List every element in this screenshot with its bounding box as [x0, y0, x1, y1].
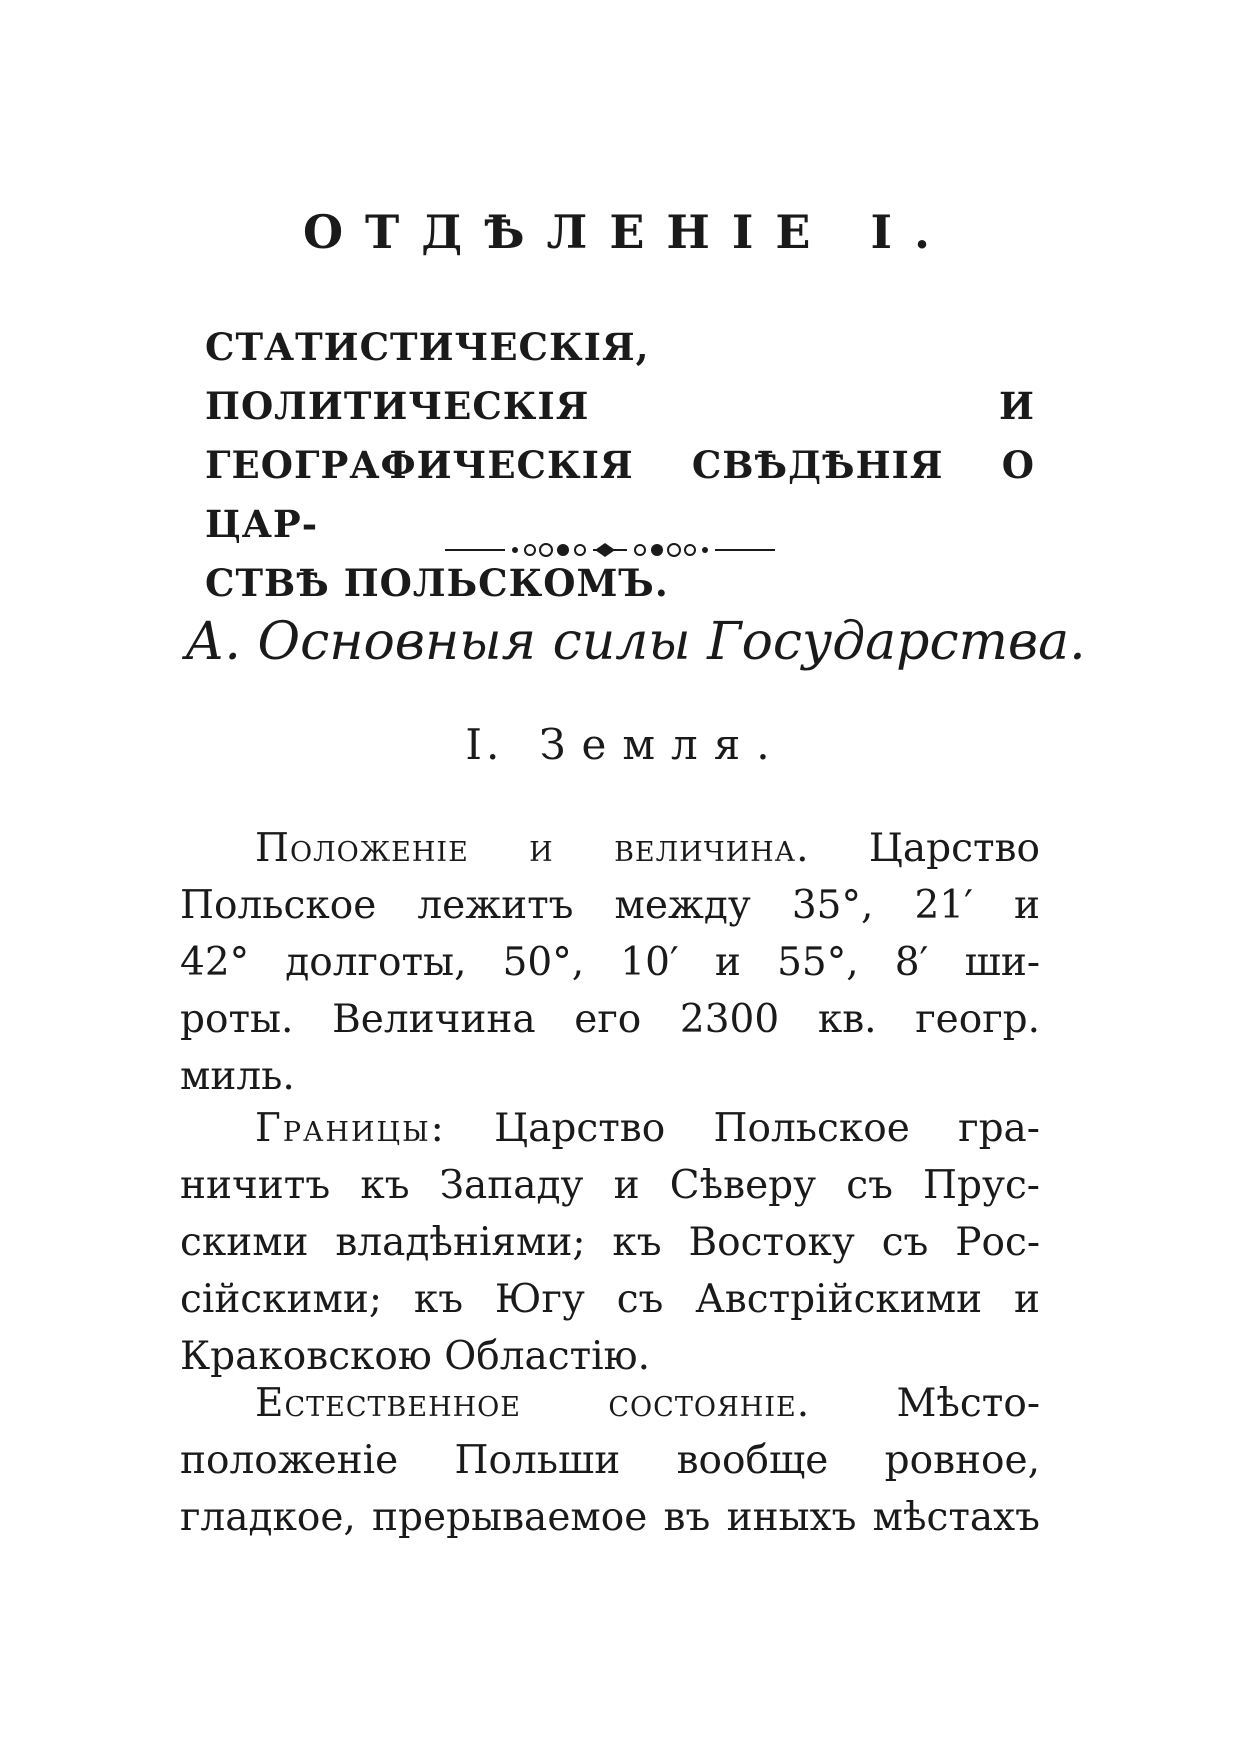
paragraph-line: скими владѣніями; къ Востоку съ Рос- — [180, 1220, 1040, 1265]
paragraph-lead: Естественное состояніе. — [255, 1381, 811, 1426]
paragraph-text: Царство Польское гра- — [494, 1106, 1040, 1151]
paragraph-line: миль. — [180, 1054, 295, 1099]
paragraph-line — [180, 1100, 1040, 1157]
paragraph-text: Мѣсто- — [896, 1381, 1040, 1426]
paragraph-borders — [180, 1100, 1040, 1385]
paragraph-line: Польское лежитъ между 35°, 21′ и — [180, 883, 1040, 928]
paragraph-natural-state — [180, 1375, 1040, 1546]
paragraph-line: положеніе Польши вообще ровное, — [180, 1438, 1040, 1483]
paragraph-lead: Положеніе и величина. — [255, 826, 810, 871]
subtitle-line-1: СТАТИСТИЧЕСКІЯ, ПОЛИТИЧЕСКІЯ И — [205, 325, 1035, 428]
paragraph-line: роты. Величина его 2300 кв. геогр. — [180, 997, 1040, 1042]
paragraph-line: Краковскою Областію. — [180, 1334, 650, 1379]
paragraph-lead: Границы: — [255, 1106, 446, 1151]
subtitle-line-3: СТВѢ ПОЛЬСКОМЪ. — [205, 561, 669, 605]
paragraph-line: 42° долготы, 50°, 10′ и 55°, 8′ ши- — [180, 940, 1040, 985]
chapter-title: Земля. — [539, 720, 786, 769]
paragraph-text: Царство — [868, 826, 1040, 871]
paragraph-line — [180, 1375, 1040, 1432]
chapter-number: I. — [465, 720, 504, 769]
part-heading: А. Основныя силы Государства. — [185, 612, 1086, 672]
paragraph-line: сійскими; къ Югу съ Австрійскими и — [180, 1277, 1040, 1322]
subtitle-line-2: ГЕОГРАФИЧЕСКІЯ СВѢДѢНІЯ О ЦАР- — [205, 443, 1035, 546]
paragraph-position — [180, 820, 1040, 1105]
paragraph-line: гладкое, прерываемое въ иныхъ мѣстахъ — [180, 1495, 1040, 1540]
ornament-divider — [445, 540, 775, 560]
paragraph-line — [180, 820, 1040, 877]
section-title: ОТДѢЛЕНІЕ I. — [302, 205, 953, 259]
chapter-heading — [10, 720, 1241, 769]
paragraph-line: ничитъ къ Западу и Сѣверу съ Прус- — [180, 1163, 1040, 1208]
section-subtitle — [205, 318, 1035, 613]
